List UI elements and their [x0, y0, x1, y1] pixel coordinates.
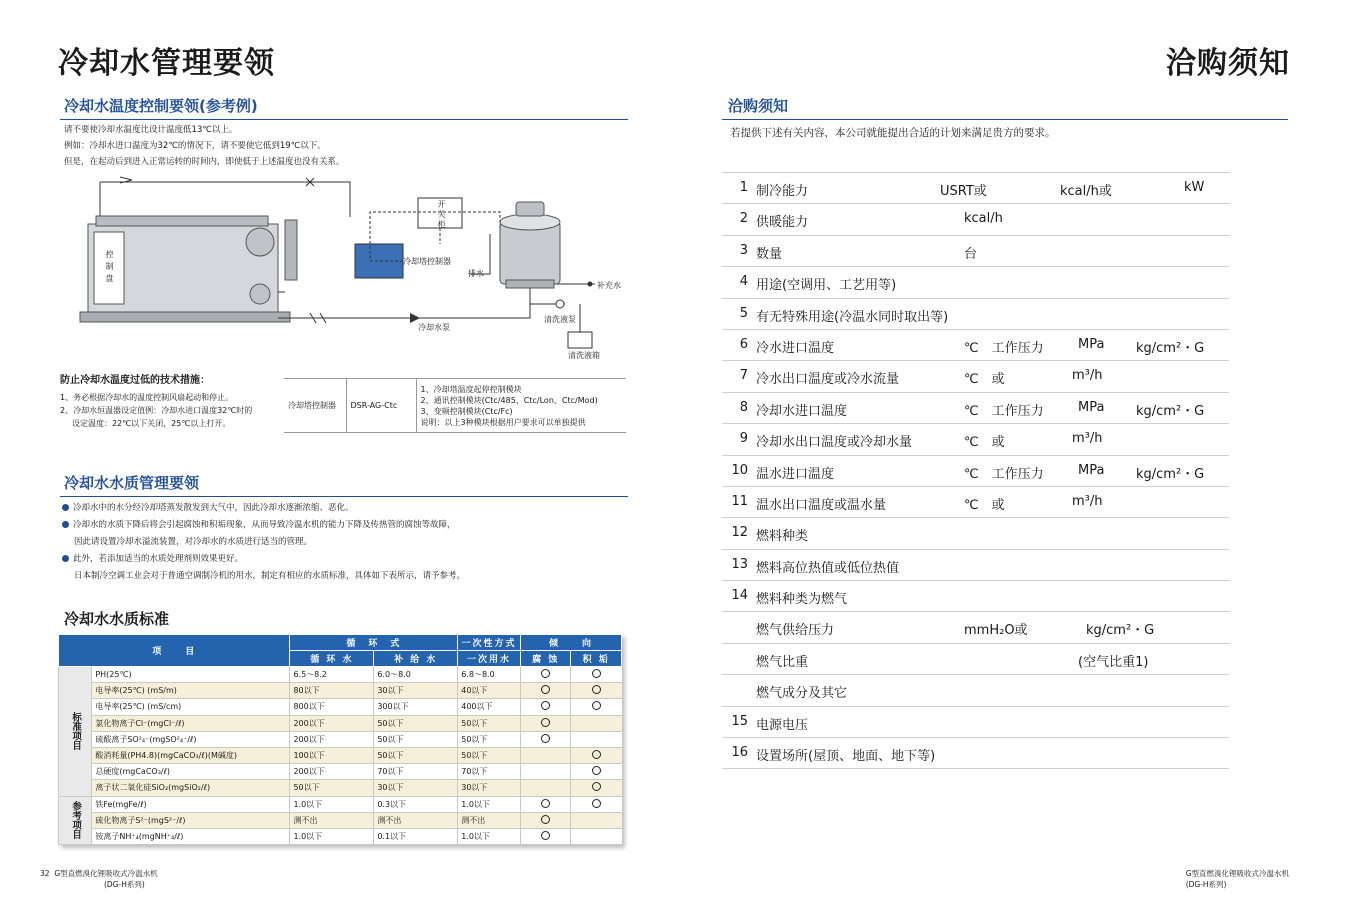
order-item	[722, 550, 1229, 581]
table-row	[59, 715, 622, 731]
cooling-tower-graphic	[500, 202, 560, 288]
page-title-left: 冷却水管理要领	[58, 46, 275, 81]
cell-corr	[520, 828, 571, 844]
circle-icon	[541, 701, 550, 710]
circle-icon	[592, 669, 601, 678]
order-item	[722, 675, 1229, 706]
order-item	[722, 612, 1229, 643]
order-item-c1: kcal/h	[964, 211, 1003, 227]
controller-option: 2、通讯控制模块(Ctc/485、Ctc/Lon、Ctc/Mod)	[420, 395, 598, 405]
measures-title: 防止冷却水温度过低的技术措施：	[60, 375, 210, 386]
circle-icon	[592, 799, 601, 808]
order-item-num: 12	[731, 525, 748, 541]
cell-supply: 300以下	[374, 699, 458, 715]
cell-supply: 0.3以下	[374, 796, 458, 812]
circle-icon	[541, 734, 550, 743]
order-item	[722, 518, 1229, 549]
label-tower-controller: 冷却塔控制器	[403, 257, 451, 266]
footer-series: (DG-H系列)	[104, 880, 145, 889]
cell-item: 电导率(25℃) (mS/cm)	[92, 699, 290, 715]
cell-scale	[571, 731, 622, 747]
order-item	[722, 236, 1229, 267]
header-circulating: 循 环 水	[290, 651, 374, 667]
water-quality-table	[58, 634, 622, 845]
order-item-c1: ℃ 工作压力	[964, 340, 1044, 356]
order-item	[722, 487, 1229, 518]
quality-line: 冷却水中的水分经冷却塔蒸发散发到大气中，因此冷却水逐渐浓缩、恶化。	[62, 500, 622, 517]
circle-icon	[541, 669, 550, 678]
cell-corr	[520, 796, 571, 812]
cell-circ: 1.0以下	[290, 796, 374, 812]
cell-scale	[571, 747, 622, 763]
order-item-num: 16	[731, 745, 748, 761]
footer-series: (DG-H系列)	[1185, 880, 1227, 889]
table-row	[59, 764, 622, 780]
cell-scale	[571, 715, 622, 731]
bullet-icon	[62, 555, 69, 562]
order-item-c3: kg/cm²・G	[1136, 403, 1205, 419]
quality-text	[62, 500, 622, 585]
cell-item: 离子状二氧化硅SiO₂(mgSiO₂/ℓ)	[92, 780, 290, 796]
order-item-c2: m³/h	[1072, 368, 1103, 384]
label-switch-box: 开关柜	[437, 200, 446, 230]
order-item-num: 13	[731, 556, 748, 572]
cell-item: 总硬度(mgCaCO₃/ℓ)	[92, 764, 290, 780]
cell-circ: 200以下	[290, 764, 374, 780]
cell-circ: 200以下	[290, 715, 374, 731]
controller-option: 1、冷却塔温度起停控制模块	[420, 384, 522, 394]
cell-once: 1.0以下	[458, 828, 521, 844]
cell-corr	[520, 764, 571, 780]
order-item-num: 11	[731, 493, 748, 509]
order-item-c1: ℃ 工作压力	[964, 466, 1044, 482]
cell-corr	[520, 780, 571, 796]
circle-icon	[541, 815, 550, 824]
quality-line: 日本制冷空调工业会对于普通空调制冷机的用水，制定有相应的水质标准，具体如下表所示，请予参考。	[74, 571, 466, 581]
low-temp-measures	[60, 374, 280, 430]
intro-text	[64, 122, 624, 170]
footer-title: G型直燃溴化锂吸收式冷温水机	[54, 869, 158, 878]
order-item-label: 燃气供给压力	[756, 623, 835, 639]
cell-once: 30以下	[458, 780, 521, 796]
order-item-num: 4	[739, 274, 748, 290]
table-row	[59, 812, 622, 828]
cell-scale	[571, 780, 622, 796]
order-item-c2: m³/h	[1072, 493, 1103, 509]
cell-item: 电导率(25℃) (mS/m)	[92, 683, 290, 699]
header-cycle: 循 环 式	[290, 635, 458, 651]
label-drain: 排水	[468, 269, 484, 278]
cell-circ: 200以下	[290, 731, 374, 747]
circle-icon	[541, 799, 550, 808]
order-item-c3: kW	[1184, 180, 1205, 195]
cell-item: 酸消耗量(PH4.8)(mgCaCO₃/ℓ)(M碱度)	[92, 747, 290, 763]
order-item-label: 燃料种类为燃气	[756, 592, 848, 608]
section-temperature-control: 冷却水温度控制要领(参考例)	[60, 95, 628, 120]
intro-line: 但是，在起动后到进入正常运转的时间内，即使低于上述温度也没有关系。	[64, 157, 345, 167]
footer-right	[1186, 868, 1289, 890]
cell-once: 50以下	[458, 731, 521, 747]
measure-item: 2、冷却水恒温器设定值例：冷却水进口温度32℃时的	[60, 406, 253, 415]
cell-circ: 6.5～8.2	[290, 667, 374, 683]
cell-supply: 测不出	[374, 812, 458, 828]
cell-corr	[520, 747, 571, 763]
order-item-label: 供暖能力	[756, 215, 809, 231]
section-order-info: 洽购须知	[722, 95, 1288, 120]
cell-corr	[520, 667, 571, 683]
cell-supply: 0.1以下	[374, 828, 458, 844]
order-item-c2: (空气比重1)	[1078, 654, 1149, 670]
order-item-c2: MPa	[1078, 399, 1105, 415]
quality-line: 此外，若添加适当的水质处理剂则效果更好。	[62, 551, 622, 568]
cell-once: 70以下	[458, 764, 521, 780]
table-row	[59, 667, 622, 683]
order-item-label: 冷却水进口温度	[756, 403, 848, 419]
cell-supply: 30以下	[374, 780, 458, 796]
cell-circ: 50以下	[290, 780, 374, 796]
order-item-c1: USRT或	[940, 184, 987, 199]
order-item	[722, 707, 1229, 738]
order-item-label: 温水出口温度或温水量	[756, 497, 887, 513]
label-control-panel: 控制盘	[105, 250, 114, 286]
cell-item: 铁Fe(mgFe/ℓ)	[92, 796, 290, 812]
order-item-num: 8	[739, 399, 748, 415]
intro-line: 请不要使冷却水温度比设计温度低13℃以上。	[64, 125, 238, 135]
measure-item: 设定温度：22℃以下关闭，25℃以上打开。	[72, 419, 231, 428]
header-supply: 补 给 水	[374, 651, 458, 667]
order-intro: 若提供下述有关内容，本公司就能提出合适的计划来满足贵方的要求。	[730, 127, 1056, 139]
cell-scale	[571, 667, 622, 683]
order-item-c3: kg/cm²・G	[1136, 340, 1205, 356]
table-row	[59, 699, 622, 715]
circle-icon	[541, 718, 550, 727]
controller-options	[416, 379, 626, 433]
order-item-c1: ℃ 或	[964, 497, 1005, 513]
header-item: 项 目	[59, 635, 290, 667]
group-reference: 参考项目	[59, 796, 92, 845]
order-item	[722, 267, 1229, 298]
order-item-c1: 台	[964, 246, 978, 262]
circle-icon	[592, 701, 601, 710]
cell-once: 40以下	[458, 683, 521, 699]
order-item	[722, 738, 1229, 769]
cell-supply: 30以下	[374, 683, 458, 699]
cell-item: 硫酸离子SO²₄⁻(mgSO²₄⁻/ℓ)	[92, 731, 290, 747]
order-item-label: 燃气成分及其它	[756, 686, 848, 702]
order-item-label: 电源电压	[756, 717, 809, 733]
circle-icon	[592, 750, 601, 759]
cell-supply: 6.0～8.0	[374, 667, 458, 683]
order-item-num: 5	[739, 305, 748, 321]
header-corrosion: 腐 蚀	[520, 651, 571, 667]
circle-icon	[541, 831, 550, 840]
order-item	[722, 581, 1229, 612]
quality-line: 冷却水的水质下降后将会引起腐蚀和积垢现象，从而导致冷温水机的能力下降及传热管的腐蚀等故障，	[62, 517, 622, 534]
order-item-num: 15	[731, 713, 748, 729]
cell-scale	[571, 828, 622, 844]
label-cleaning-tank: 清洗液箱	[568, 351, 600, 360]
cell-circ: 80以下	[290, 683, 374, 699]
cell-supply: 50以下	[374, 715, 458, 731]
footer-title: G型直燃溴化锂吸收式冷温水机	[1185, 869, 1289, 878]
circle-icon	[592, 782, 601, 791]
table-row	[59, 780, 622, 796]
table-row	[59, 731, 622, 747]
order-item-num: 6	[739, 336, 748, 352]
label-pump: 冷却水泵	[418, 323, 450, 332]
cell-scale	[571, 764, 622, 780]
water-table-body	[59, 667, 622, 845]
table-row	[59, 747, 622, 763]
order-item-num: 14	[731, 588, 748, 604]
controller-option: 3、变频控制模块(Ctc/Fc)	[420, 406, 513, 416]
page-number: 32	[40, 869, 50, 878]
order-item	[722, 456, 1229, 487]
cell-circ: 测不出	[290, 812, 374, 828]
footer-left	[40, 868, 158, 890]
table-row	[59, 828, 622, 844]
cell-once: 50以下	[458, 747, 521, 763]
section-water-quality: 冷却水水质管理要领	[60, 472, 628, 497]
order-item	[722, 644, 1229, 675]
controller-table	[284, 378, 626, 433]
order-item-num: 7	[739, 368, 748, 384]
order-item-label: 冷水进口温度	[756, 340, 835, 356]
diagram-drawing	[60, 172, 630, 364]
cell-once: 6.8～8.0	[458, 667, 521, 683]
cell-item: 铵离子NH⁺₄(mgNH⁺₄/ℓ)	[92, 828, 290, 844]
bullet-icon	[62, 504, 69, 511]
circle-icon	[592, 685, 601, 694]
cell-scale	[571, 812, 622, 828]
controller-name: 冷却塔控制器	[284, 379, 346, 433]
order-item-num: 10	[731, 462, 748, 478]
order-item-label: 数量	[756, 246, 783, 262]
order-item-c2: kg/cm²・G	[1086, 623, 1155, 639]
cell-once: 测不出	[458, 812, 521, 828]
order-info-list	[722, 172, 1229, 769]
cell-scale	[571, 796, 622, 812]
label-cleaning-pump: 清洗液泵	[544, 315, 576, 324]
order-item-c1: ℃ 工作压力	[964, 403, 1044, 419]
order-item-label: 设置场所(屋顶、地面、地下等)	[756, 749, 936, 765]
page-title-right: 洽购须知	[1166, 46, 1290, 81]
header-tendency: 倾 向	[520, 635, 621, 651]
standard-title: 冷却水水质标准	[64, 610, 170, 628]
cooling-water-diagram	[60, 172, 630, 364]
order-item-c1: ℃ 或	[964, 372, 1005, 388]
order-item-c2: m³/h	[1072, 431, 1103, 447]
cell-corr	[520, 731, 571, 747]
cell-supply: 50以下	[374, 747, 458, 763]
order-item-label: 燃料高位热值或低位热值	[756, 560, 900, 576]
table-row	[59, 796, 622, 812]
order-item-num: 9	[739, 431, 748, 447]
order-item	[722, 299, 1229, 330]
cell-scale	[571, 683, 622, 699]
order-item-c2: MPa	[1078, 462, 1105, 478]
controller-option: 说明：以上3种模块根据用户要求可以单独提供	[420, 417, 586, 427]
measure-item: 1、务必根据冷却水的温度控制风扇起动和停止。	[60, 393, 234, 402]
order-item	[722, 330, 1229, 361]
controller-model: DSR-AG-Ctc	[346, 379, 416, 433]
order-item	[722, 204, 1229, 235]
cell-corr	[520, 683, 571, 699]
order-item-num: 2	[739, 211, 748, 227]
cell-corr	[520, 715, 571, 731]
cell-corr	[520, 812, 571, 828]
order-item-label: 冷却水出口温度或冷却水量	[756, 435, 913, 451]
order-item-c1: ℃ 或	[964, 435, 1005, 451]
order-item-label: 制冷能力	[756, 184, 809, 199]
cell-once: 1.0以下	[458, 796, 521, 812]
order-item-label: 冷水出口温度或冷水流量	[756, 372, 900, 388]
cell-item: PH(25℃)	[92, 667, 290, 683]
order-item-c3: kg/cm²・G	[1136, 466, 1205, 482]
group-standard: 标准项目	[59, 667, 92, 797]
cell-item: 硫化物离子S²⁻(mgS²⁻/ℓ)	[92, 812, 290, 828]
cell-scale	[571, 699, 622, 715]
order-item	[722, 361, 1229, 392]
order-item	[722, 424, 1229, 455]
order-item-c2: kcal/h或	[1060, 184, 1112, 199]
bullet-icon	[62, 521, 69, 528]
intro-line: 例如：冷却水进口温度为32℃的情况下，请不要使它低到19℃以下。	[64, 141, 326, 151]
order-item	[722, 173, 1229, 204]
order-item-c1: mmH₂O或	[964, 623, 1028, 639]
cell-circ: 800以下	[290, 699, 374, 715]
cell-circ: 1.0以下	[290, 828, 374, 844]
cell-supply: 70以下	[374, 764, 458, 780]
cell-item: 氯化物离子Cl⁻(mgCl⁻/ℓ)	[92, 715, 290, 731]
cell-circ: 100以下	[290, 747, 374, 763]
circle-icon	[592, 766, 601, 775]
order-item-c2: MPa	[1078, 336, 1105, 352]
cell-once: 50以下	[458, 715, 521, 731]
order-item-label: 有无特殊用途(冷温水同时取出等)	[756, 309, 949, 325]
cell-corr	[520, 699, 571, 715]
order-item-num: 1	[739, 180, 748, 195]
label-makeup-water: 补充水	[597, 281, 621, 290]
order-item	[722, 393, 1229, 424]
order-item-num: 3	[739, 242, 748, 258]
quality-line: 因此请设置冷却水溢流装置，对冷却水的水质进行适当的管理。	[74, 537, 313, 547]
order-item-label: 温水进口温度	[756, 466, 835, 482]
header-once-water: 一次用水	[458, 651, 521, 667]
cell-once: 400以下	[458, 699, 521, 715]
order-item-label: 燃气比重	[756, 654, 809, 670]
order-item-label: 燃料种类	[756, 529, 809, 545]
cell-supply: 50以下	[374, 731, 458, 747]
header-once: 一次性方式	[458, 635, 521, 651]
header-scale: 积 垢	[571, 651, 622, 667]
order-item-label: 用途(空调用、工艺用等)	[756, 278, 897, 294]
circle-icon	[541, 685, 550, 694]
table-row	[59, 683, 622, 699]
